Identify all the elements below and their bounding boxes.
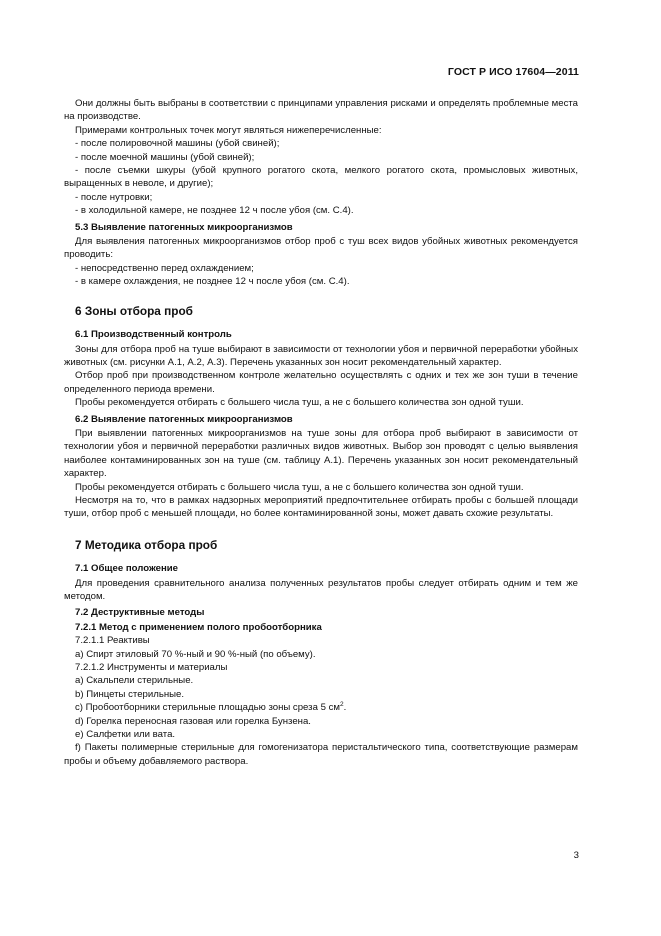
paragraph: Для проведения сравнительного анализа полученных результатов пробы следует отбирать одним и тем же методом. — [64, 577, 578, 602]
paragraph: Примерами контрольных точек могут являться нижеперечисленные: — [75, 124, 382, 136]
list-item: а) Скальпели стерильные. — [75, 675, 194, 687]
paragraph: При выявлении патогенных микроорганизмов на туше зоны для отбора проб выбирают в зависимости от технологии убоя и первичной переработки различных видов животных. Выбор зон проводят с целью выявления наиболее контаминированных зон на туше (см. таблицу А.1). Перечень указанных зон носит рекомендательный характер. — [64, 427, 578, 480]
list-item: - после нутровки; — [75, 191, 153, 203]
subsection-label: 7.2.1.2 Инструменты и материалы — [75, 662, 228, 674]
paragraph: Несмотря на то, что в рамках надзорных мероприятий предпочтительнее отбирать пробы с большей площади туши, отбор проб с меньшей площади, но более контаминированной зоны, может давать схожие результаты. — [64, 494, 578, 520]
list-item-text: c) Пробоотборники стерильные площадью зоны среза 5 см — [75, 702, 340, 714]
section-7-2-heading: 7.2 Деструктивные методы — [75, 607, 205, 619]
list-item: - непосредственно перед охлаждением; — [75, 262, 254, 274]
paragraph: Зоны для отбора проб на туше выбирают в зависимости от технологии убоя и первичной переработки убойных животных (см. рисунки А.1, А.2, А.3). Перечень указанных зон носит рекомендательный характер. — [64, 343, 578, 368]
paragraph: Пробы рекомендуется отбирать с большего числа туш, а не с большего количества зон одной туши. — [75, 481, 524, 493]
list-item — [75, 701, 578, 714]
document-code: ГОСТ Р ИСО 17604—2011 — [447, 66, 579, 78]
paragraph: Для выявления патогенных микроорганизмов отбор проб с туш всех видов убойных животных рекомендуется проводить: — [64, 236, 578, 261]
section-7-heading: 7 Методика отбора проб — [75, 537, 218, 552]
section-6-1-heading: 6.1 Производственный контроль — [75, 329, 232, 341]
list-item: b) Пинцеты стерильные. — [75, 688, 185, 700]
list-item: - после полировочной машины (убой свиней); — [75, 138, 280, 150]
list-item: - в камере охлаждения, не позднее 12 ч после убоя (см. С.4). — [75, 276, 350, 288]
section-6-2-heading: 6.2 Выявление патогенных микроорганизмов — [75, 413, 293, 425]
paragraph: Они должны быть выбраны в соответствии с принципами управления рисками и определять проблемные места на производстве. — [64, 98, 578, 123]
list-item: - после моечной машины (убой свиней); — [75, 151, 255, 163]
section-5-3-heading: 5.3 Выявление патогенных микроорганизмов — [75, 221, 293, 233]
list-item: f) Пакеты полимерные стерильные для гомогенизатора перистальтического типа, соответствующие размерам пробы и объему добавляемого раствора. — [64, 742, 578, 767]
section-7-2-1-heading: 7.2.1 Метод с применением полого пробоотборника — [75, 621, 322, 633]
paragraph: Отбор проб при производственном контроле желательно осуществлять с одних и тех же зон туши в течение определенного периода времени. — [64, 370, 578, 395]
page-body — [64, 97, 578, 768]
list-item-tail: . — [343, 702, 347, 714]
section-7-1-heading: 7.1 Общее положение — [75, 563, 178, 575]
list-item: - после съемки шкуры (убой крупного рогатого скота, мелкого рогатого скота, промысловых животных, выращенных в неволе, и другие); — [64, 165, 578, 190]
list-item: е) Салфетки или вата. — [75, 729, 176, 741]
list-item: а) Спирт этиловый 70 %-ный и 90 %-ный (по объему). — [75, 648, 316, 660]
page-number: 3 — [573, 850, 579, 861]
subsection-label: 7.2.1.1 Реактивы — [75, 635, 150, 647]
section-6-heading: 6 Зоны отбора проб — [75, 303, 193, 318]
list-item: - в холодильной камере, не позднее 12 ч после убоя (см. С.4). — [75, 205, 354, 217]
list-item: d) Горелка переносная газовая или горелка Бунзена. — [75, 715, 311, 727]
superscript: 2 — [339, 701, 344, 709]
paragraph: Пробы рекомендуется отбирать с большего числа туш, а не с большего количества зон одной туши. — [75, 397, 524, 409]
